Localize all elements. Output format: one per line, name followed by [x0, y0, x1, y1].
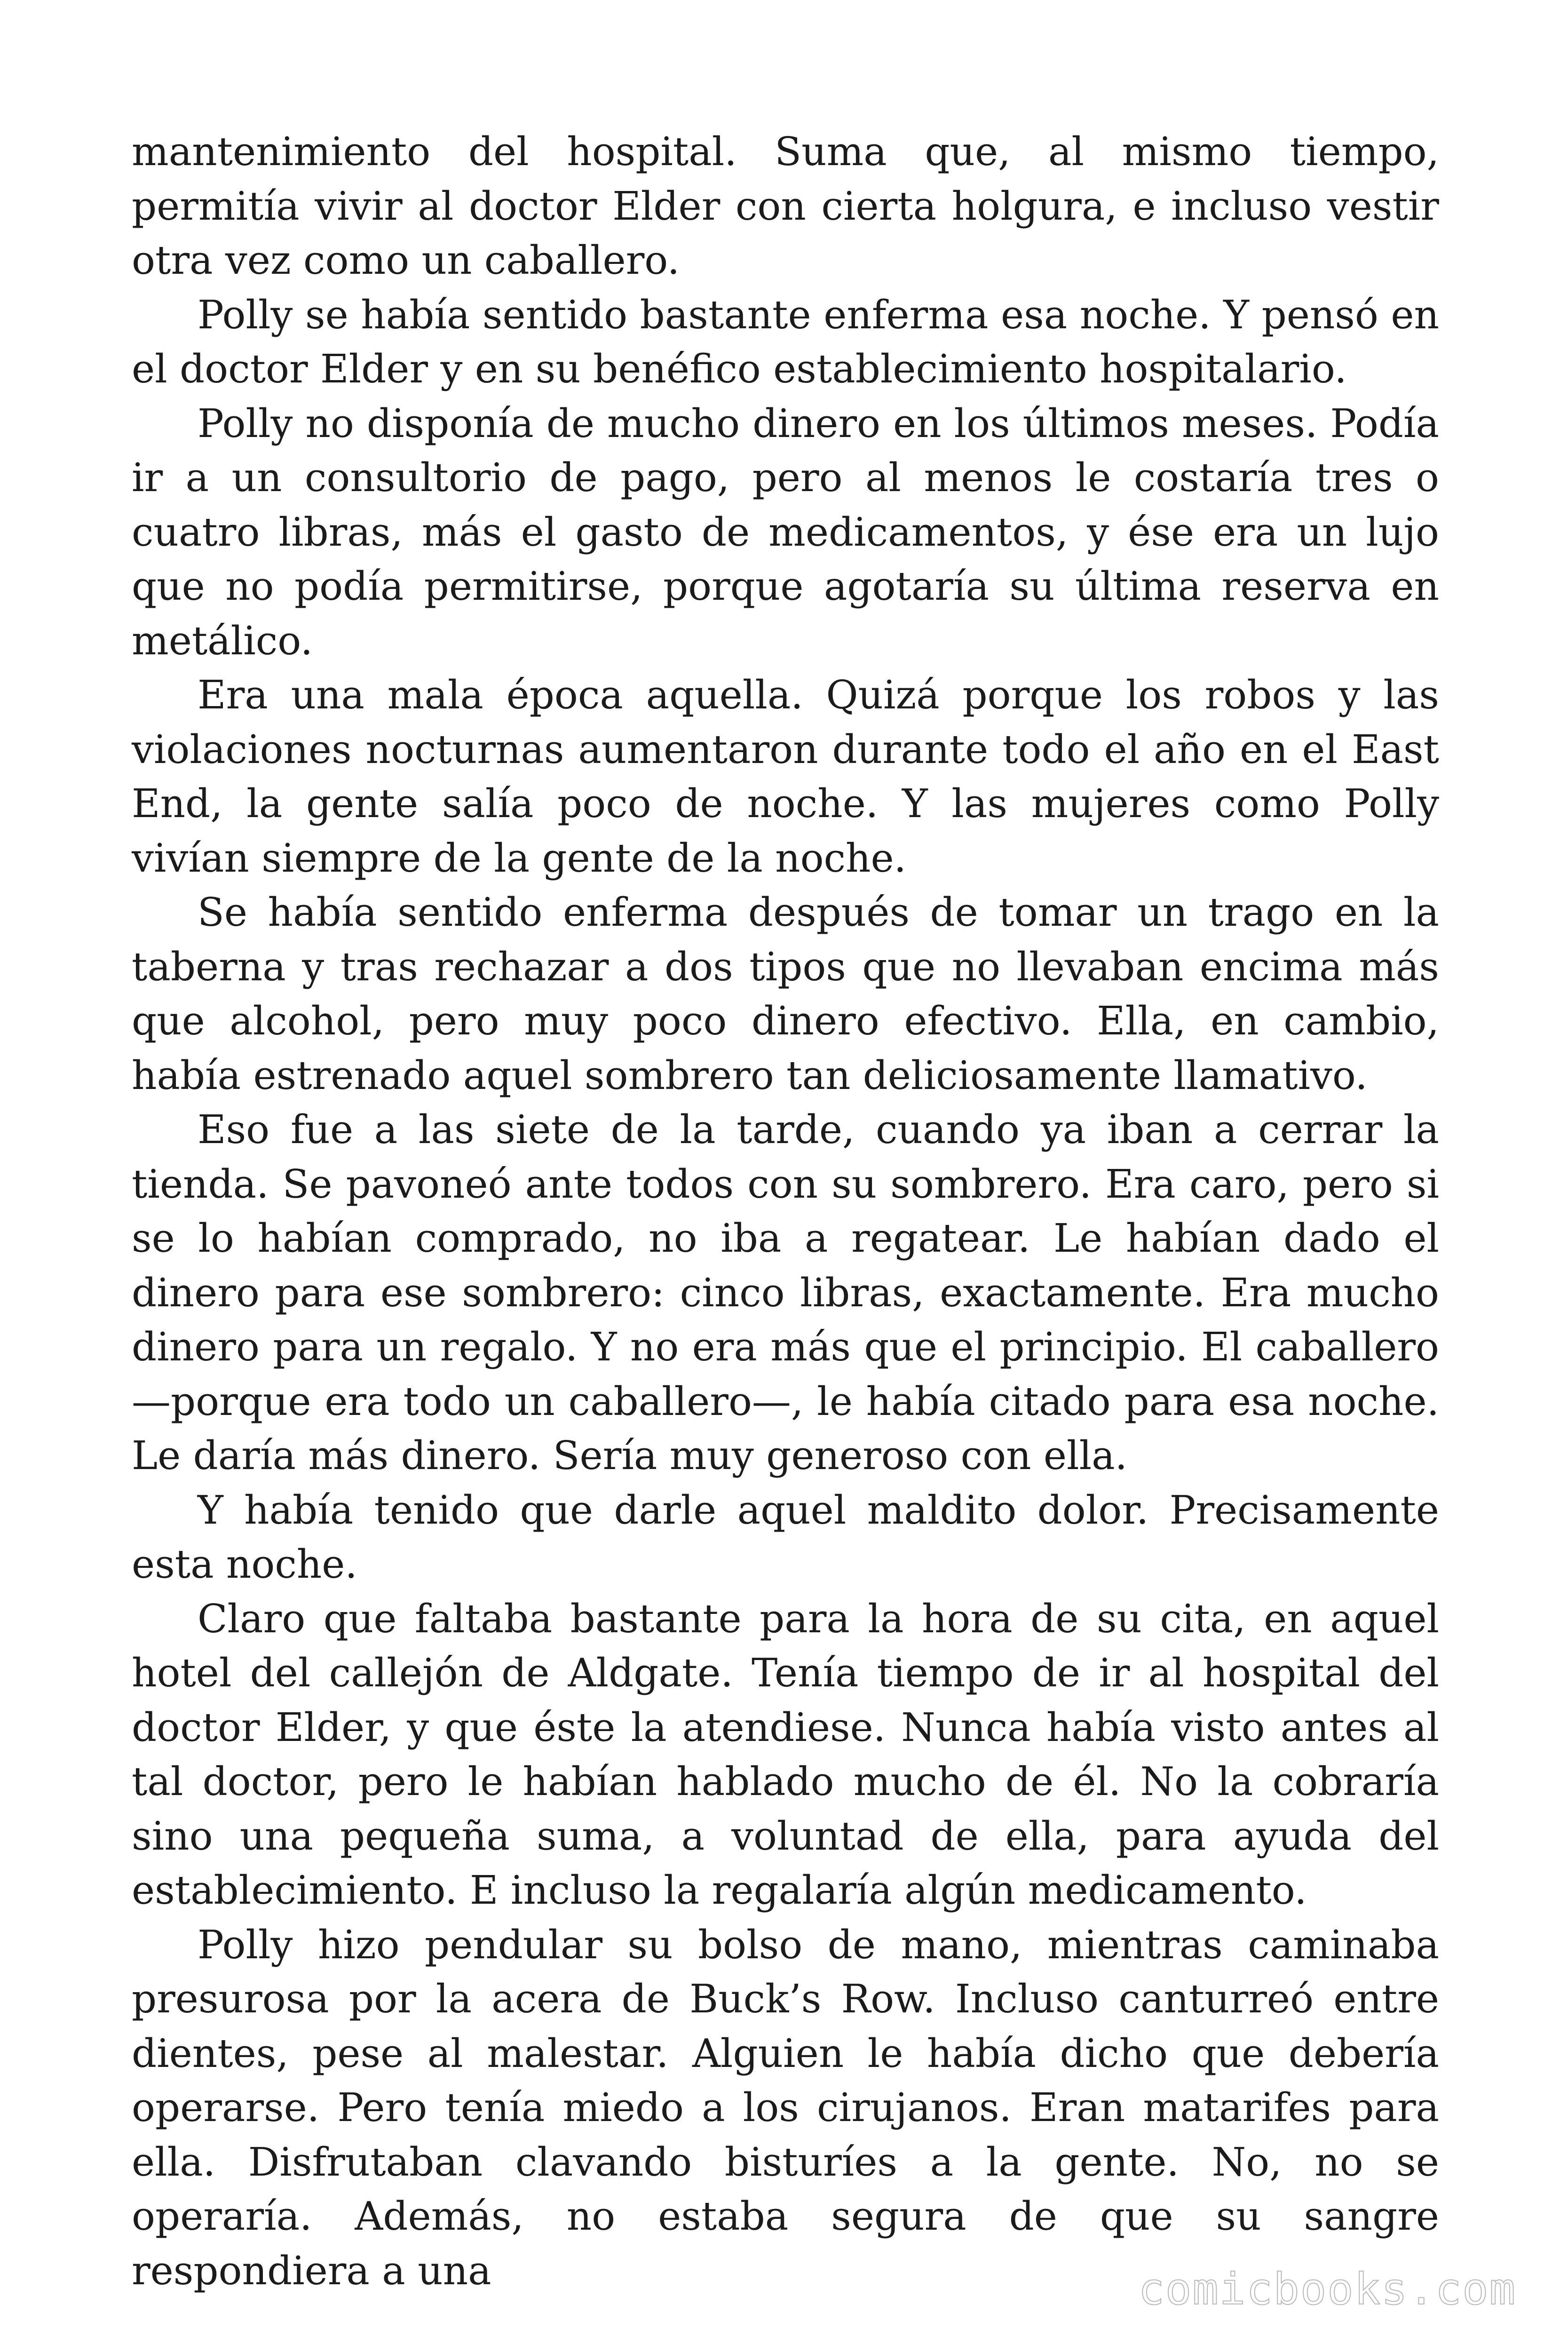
paragraph-5: Se había sentido enferma después de tomar un trago en la taberna y tras rechazar a dos tipos que no llevaban encima más que alcohol, pero muy poco dinero efectivo. Ella, en cambio, había estrenado aquel sombrero tan deliciosamente llamativo.: [132, 890, 1439, 1098]
paragraph-6: Eso fue a las siete de la tarde, cuando ya iban a cerrar la tienda. Se pavoneó ante todos con su sombrero. Era caro, pero si se lo habían comprado, no iba a regatear. Le habían dado el dinero para ese sombrero: cinco libras, exactamente. Era mucho dinero para un regalo. Y no era más que el principio. El caballero —porque era todo un caballero—, le había citado para esa noche. Le daría más dinero. Sería muy generoso con ella.: [132, 1107, 1439, 1478]
watermark: comicbooks.com: [1138, 2264, 1516, 2314]
paragraph-2: Polly se había sentido bastante enferma esa noche. Y pensó en el doctor Elder y en su benéfico establecimiento hospitalario.: [132, 292, 1439, 392]
paragraph-4: Era una mala época aquella. Quizá porque los robos y las violaciones nocturnas aumentaron durante todo el año en el East End, la gente salía poco de noche. Y las mujeres como Polly vivían siempre de la gente de la noche.: [132, 672, 1439, 881]
paragraph-3: Polly no disponía de mucho dinero en los últimos meses. Podía ir a un consultorio de pago, pero al menos le costaría tres o cuatro libras, más el gasto de medicamentos, y ése era un lujo que no podía permitirse, porque agotaría su última reserva en metálico.: [132, 400, 1439, 664]
paragraph-7: Y había tenido que darle aquel maldito dolor. Precisamente esta noche.: [132, 1487, 1439, 1587]
body-text: [132, 125, 1439, 2298]
paragraph-9: Polly hizo pendular su bolso de mano, mientras caminaba presurosa por la acera de Buck’s Row. Incluso canturreó entre dientes, pese al malestar. Alguien le había dicho que debería operarse. Pero tenía miedo a los cirujanos. Eran matarifes para ella. Disfrutaban clavando bisturíes a la gente. No, no se operaría. Además, no estaba segura de que su sangre respondiera a una: [132, 1922, 1439, 2294]
paragraph-1: mantenimiento del hospital. Suma que, al mismo tiempo, permitía vivir al doctor Elder con cierta holgura, e incluso vestir otra vez como un caballero.: [132, 129, 1439, 283]
paragraph-8: Claro que faltaba bastante para la hora de su cita, en aquel hotel del callejón de Aldgate. Tenía tiempo de ir al hospital del doctor Elder, y que éste la atendiese. Nunca había visto antes al tal doctor, pero le habían hablado mucho de él. No la cobraría sino una pequeña suma, a voluntad de ella, para ayuda del establecimiento. E incluso la regalaría algún medicamento.: [132, 1596, 1439, 1913]
